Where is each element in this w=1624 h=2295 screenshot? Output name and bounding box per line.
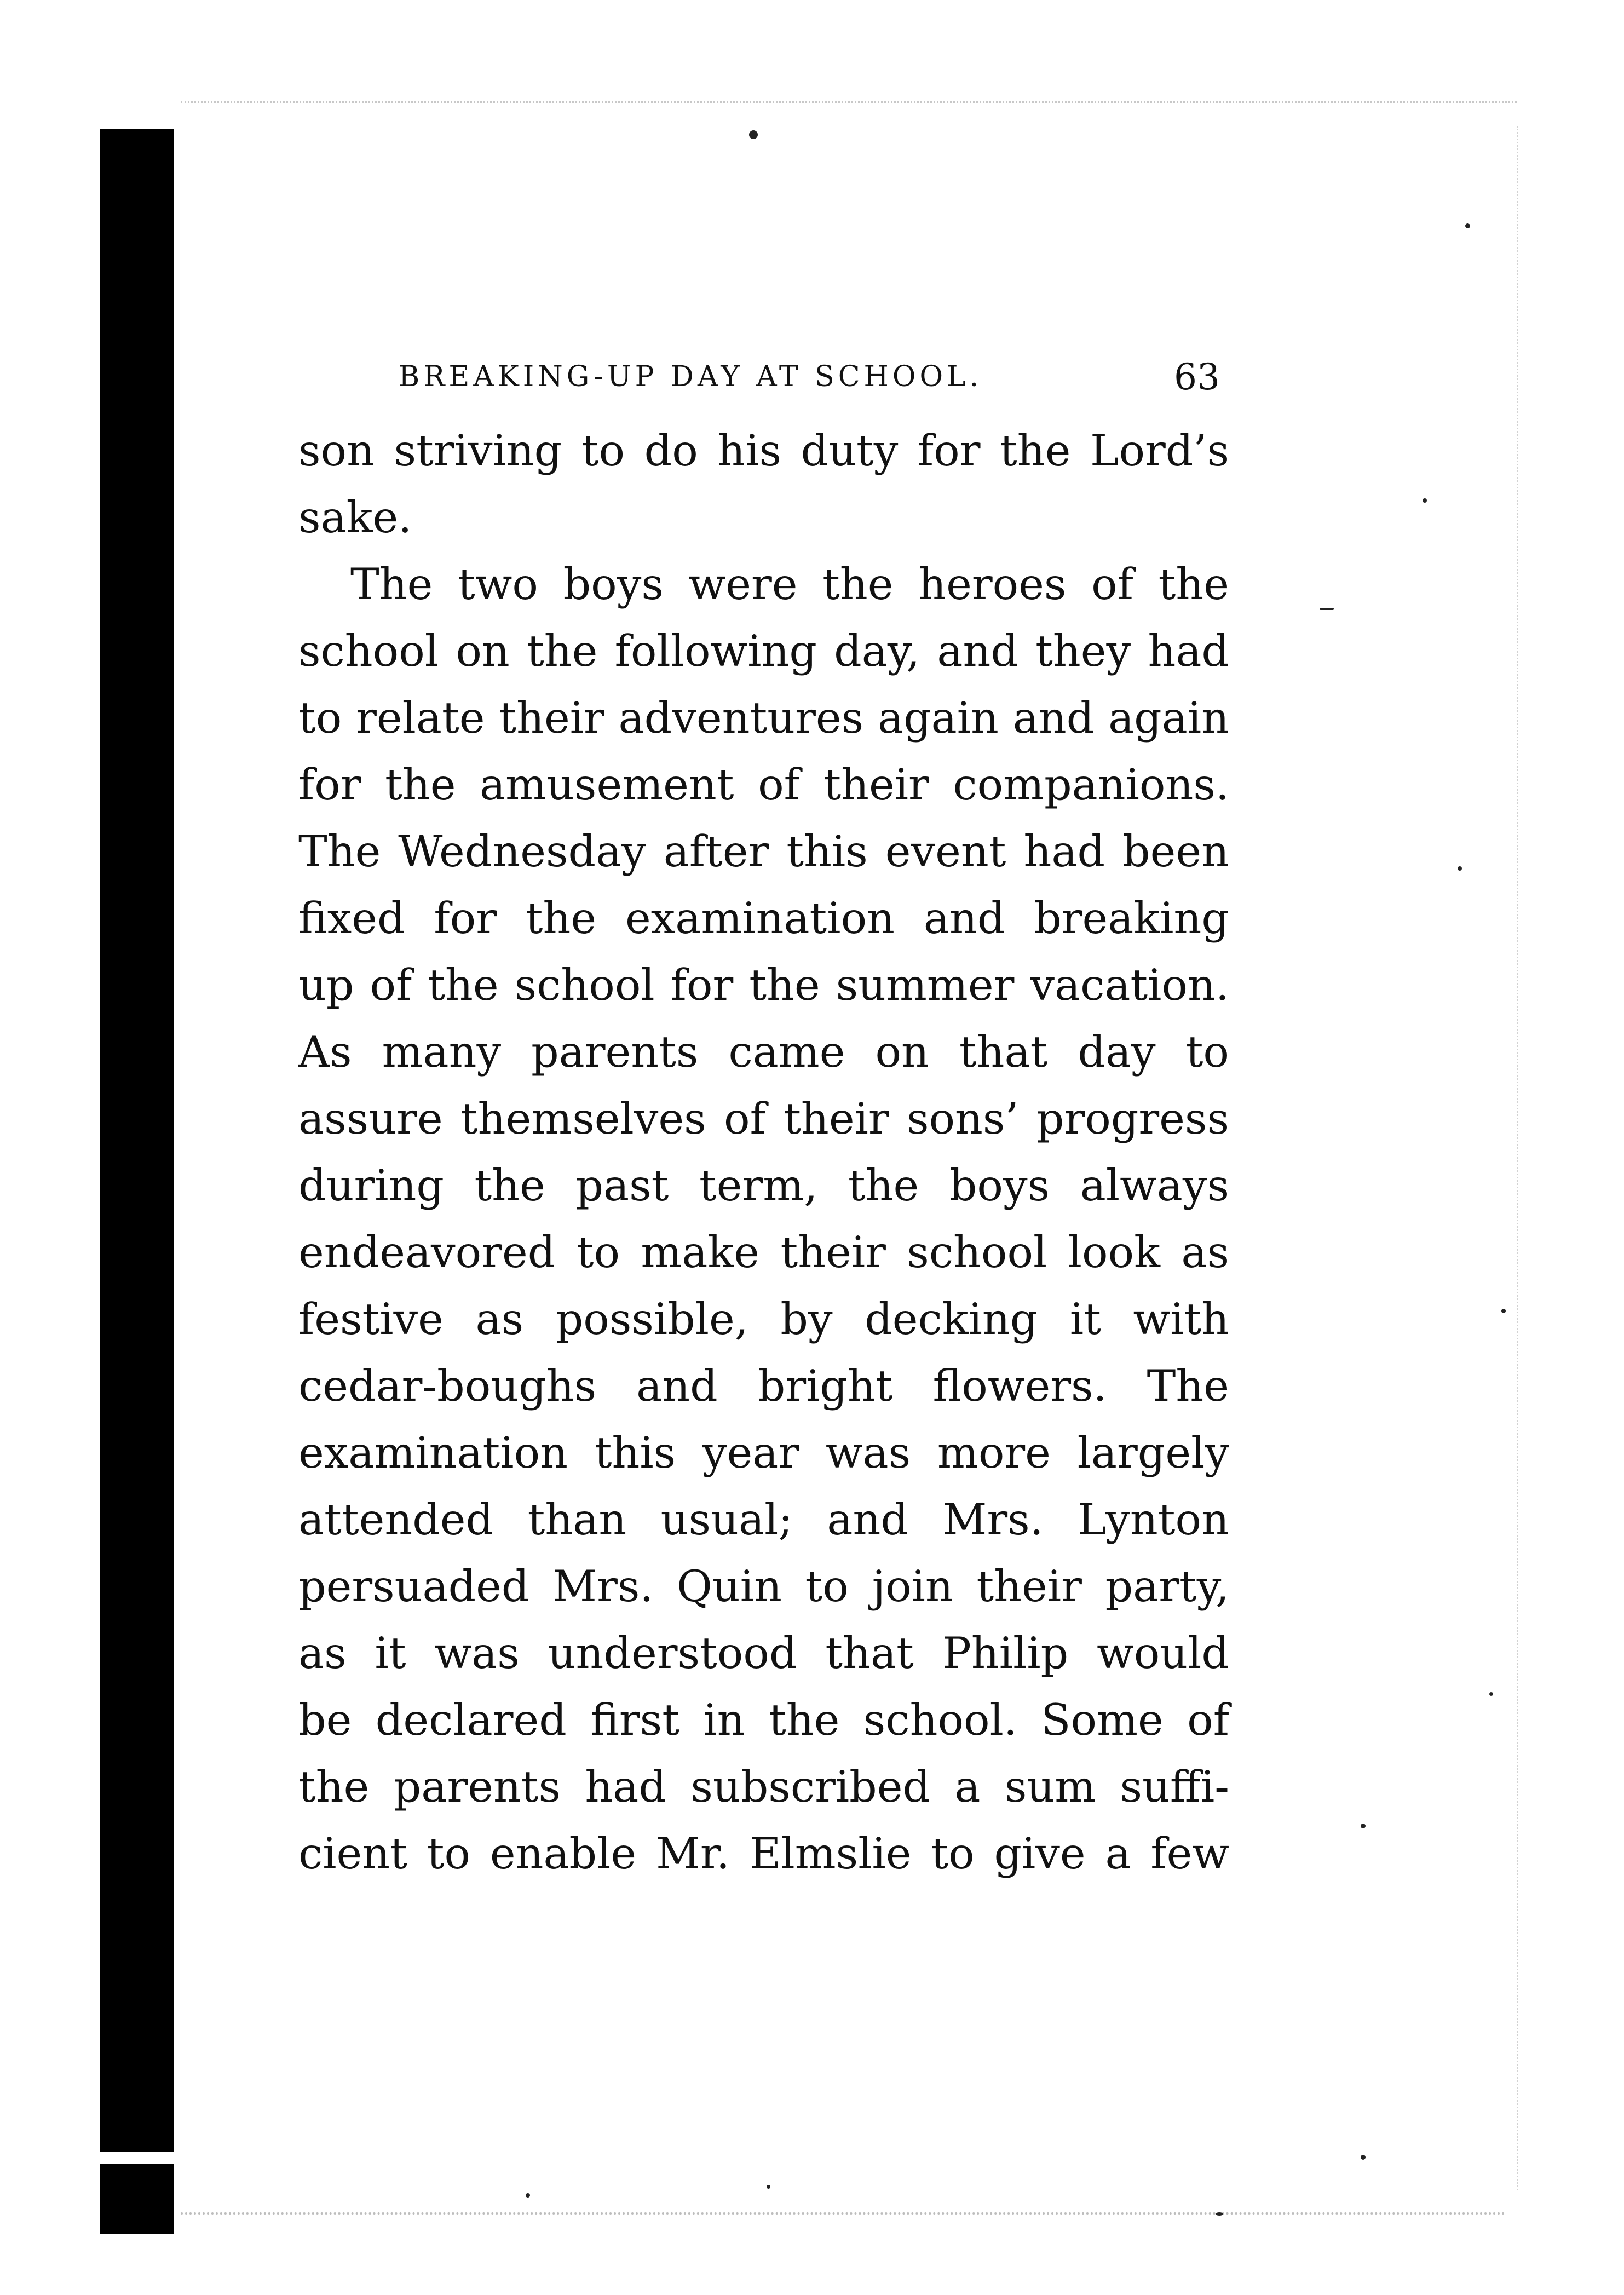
text-line: the parents had subscribed a sum suffi- — [298, 1762, 1229, 1812]
book-binding-shadow — [100, 129, 174, 2234]
page-edge-bottom — [181, 2212, 1506, 2215]
ink-speck — [1361, 2155, 1366, 2160]
text-line: for the amusement of their companions. — [298, 760, 1229, 810]
ink-speck — [1361, 1824, 1366, 1828]
text-line: The Wednesday after this event had been — [298, 826, 1229, 877]
text-line: up of the school for the summer vacation. — [298, 960, 1229, 1010]
text-line: school on the following day, and they had — [298, 626, 1229, 676]
text-line: endeavored to make their school look as — [298, 1227, 1229, 1278]
text-line: examination this year was more largely — [298, 1428, 1229, 1478]
ink-speck — [1320, 608, 1334, 610]
ink-speck — [1216, 2212, 1223, 2216]
page-number: 63 — [1174, 356, 1220, 398]
ink-speck — [1465, 223, 1470, 228]
text-line: assure themselves of their sons’ progress — [298, 1094, 1229, 1144]
ink-speck — [749, 130, 758, 139]
ink-speck — [526, 2193, 530, 2198]
text-line: cedar-boughs and bright flowers. The — [298, 1361, 1229, 1411]
binding-notch — [100, 2152, 174, 2164]
ink-speck — [1458, 866, 1462, 871]
ink-speck — [1489, 1692, 1493, 1696]
text-line: sake. — [298, 492, 412, 543]
text-line: as it was understood that Philip would — [298, 1628, 1229, 1678]
ink-speck — [1423, 498, 1427, 503]
text-line: attended than usual; and Mrs. Lynton — [298, 1494, 1229, 1545]
page-header — [399, 356, 1220, 405]
text-line: fixed for the examination and breaking — [298, 893, 1229, 944]
text-line: festive as possible, by decking it with — [298, 1294, 1229, 1344]
text-line: As many parents came on that day to — [298, 1027, 1229, 1077]
ink-speck — [767, 2185, 770, 2189]
text-line: cient to enable Mr. Elmslie to give a few — [298, 1828, 1229, 1879]
text-line: The two boys were the heroes of the — [350, 559, 1229, 609]
text-line: son striving to do his duty for the Lord’s — [298, 425, 1229, 476]
ink-speck — [1501, 1309, 1506, 1313]
text-line: during the past term, the boys always — [298, 1160, 1229, 1211]
text-line: to relate their adventures again and again — [298, 693, 1229, 743]
running-title: BREAKING-UP DAY AT SCHOOL. — [399, 360, 983, 393]
page-edge-top — [181, 101, 1517, 103]
page-edge-right — [1517, 126, 1518, 2190]
text-line: persuaded Mrs. Quin to join their party, — [298, 1561, 1229, 1612]
text-line: be declared first in the school. Some of — [298, 1695, 1229, 1745]
